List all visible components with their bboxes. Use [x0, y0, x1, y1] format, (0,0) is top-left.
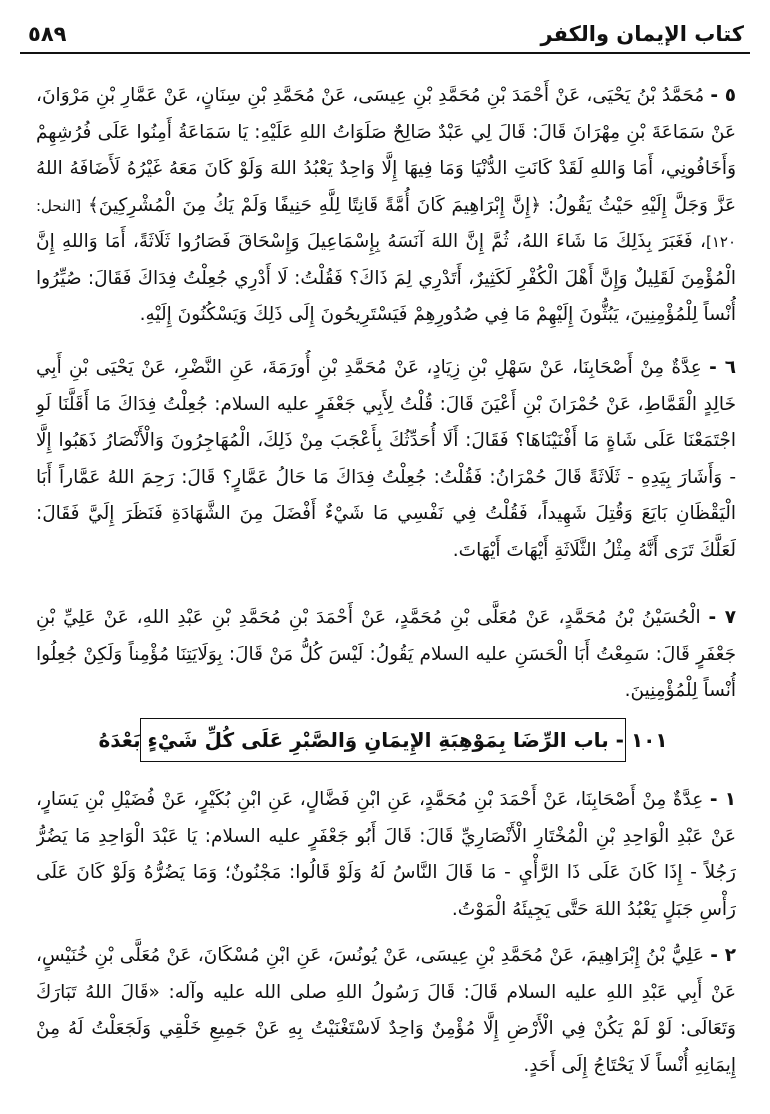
- hadith-5: [36, 78, 736, 342]
- hadith-number: ٥ -: [710, 85, 736, 106]
- hadith-text-continued: ، فَغَبَرَ بِذَلِكَ مَا شَاءَ اللهُ، ثُمَّ إِنَّ اللهَ آنَسَهُ بِإِسْمَاعِيلَ وَإِسْحَاقَ فَصَارُوا ثَلَاثَةً، أَمَا وَاللهِ إِنَّ الْمُؤْمِنَ لَقَلِيلٌ وَإِنَّ أَهْلَ الْكُفْرِ لَكَثِيرٌ، أَتَدْرِي لِمَ ذَاكَ؟ فَقُلْتُ: لَا أَدْرِي جُعِلْتُ فِدَاكَ فَقَالَ: صُيِّرُوا أُنْساً لِلْمُؤْمِنِينَ، يَبُثُّونَ إِلَيْهِمْ مَا فِي صُدُورِهِمْ فَيَسْتَرِيحُونَ إِلَى ذَلِكَ وَيَسْكُنُونَ إِلَيْهِ.: [36, 231, 736, 325]
- hadith-number: ١ -: [709, 789, 736, 810]
- hadith-text: عَلِيُّ بْنُ إِبْرَاهِيمَ، عَنْ مُحَمَّدِ بْنِ عِيسَى، عَنْ يُونُسَ، عَنِ ابْنِ مُسْكَانَ، عَنْ مُعَلَّى بْنِ خُنَيْسٍ، عَنْ أَبِي عَبْدِ اللهِ عليه السلام قَالَ: قَالَ رَسُولُ اللهِ صلى الله عليه وآله: «قَالَ اللهُ تَبَارَكَ وَتَعَالَى: لَوْ لَمْ يَكُنْ فِي الْأَرْضِ إِلَّا مُؤْمِنٌ وَاحِدٌ لَاسْتَغْنَيْتُ بِهِ عَنْ جَمِيعِ خَلْقِي وَلَجَعَلْتُ لَهُ مِنْ إِيمَانِهِ أُنْساً لَا يَحْتَاجُ إِلَى أَحَدٍ.: [36, 945, 736, 1076]
- hadith-text: عِدَّةٌ مِنْ أَصْحَابِنَا، عَنْ أَحْمَدَ بْنِ مُحَمَّدٍ، عَنِ ابْنِ فَضَّالٍ، عَنِ ابْنِ بُكَيْرٍ، عَنْ فُضَيْلِ بْنِ يَسَارٍ، عَنْ عَبْدِ الْوَاحِدِ بْنِ الْمُخْتَارِ الْأَنْصَارِيِّ قَالَ: قَالَ أَبُو جَعْفَرٍ عليه السلام: يَا عَبْدَ الْوَاحِدِ مَا يَضُرُّ رَجُلاً - إِذَا كَانَ عَلَى ذَا الرَّأْيِ - مَا قَالَ النَّاسُ لَهُ وَلَوْ قَالُوا: مَجْنُونٌ؛ وَمَا يَضُرُّهُ وَلَوْ كَانَ عَلَى رَأْسِ جَبَلٍ يَعْبُدُ اللهَ حَتَّى يَجِيئَهُ الْمَوْتُ.: [36, 789, 736, 920]
- hadith-text: عِدَّةٌ مِنْ أَصْحَابِنَا، عَنْ سَهْلِ بْنِ زِيَادٍ، عَنْ مُحَمَّدِ بْنِ أُورَمَةَ، عَنِ النَّضْرِ، عَنْ يَحْيَى بْنِ أَبِي خَالِدٍ الْقَمَّاطِ، عَنْ حُمْرَانَ بْنِ أَعْيَنَ قَالَ: قُلْتُ لِأَبِي جَعْفَرٍ عليه السلام: جُعِلْتُ فِدَاكَ مَا أَقَلَّنَا لَوِ اجْتَمَعْنَا عَلَى شَاةٍ مَا أَفْنَيْنَاهَا؟ فَقَالَ: أَلَا أُحَدِّثُكَ بِأَعْجَبَ مِنْ ذَلِكَ، الْمُهَاجِرُونَ وَالْأَنْصَارُ ذَهَبُوا إِلَّا - وَأَشَارَ بِيَدِهِ - ثَلَاثَةً قَالَ حُمْرَانُ: فَقُلْتُ: جُعِلْتُ فِدَاكَ مَا حَالُ عَمَّارٍ؟ قَالَ: رَحِمَ اللهُ عَمَّاراً أَبَا الْيَقْظَانِ بَايَعَ وَقُتِلَ شَهِيداً، فَقُلْتُ فِي نَفْسِي مَا شَيْءٌ أَفْضَلَ مِنَ الشَّهَادَةِ فَنَظَرَ إِلَيَّ فَقَالَ: لَعَلَّكَ تَرَى أَنَّهُ مِثْلُ الثَّلَاثَةِ أَيْهَاتَ أَيْهَاتَ.: [36, 357, 736, 561]
- chapter-heading-box: [98, 718, 668, 762]
- chapter-hadith-1: [36, 782, 736, 932]
- hadith-text: الْحُسَيْنُ بْنُ مُحَمَّدٍ، عَنْ مُعَلَّى بْنِ مُحَمَّدٍ، عَنْ أَحْمَدَ بْنِ مُحَمَّدِ بْنِ عَبْدِ اللهِ، عَنْ عَلِيِّ بْنِ جَعْفَرٍ قَالَ: سَمِعْتُ أَبَا الْحَسَنِ عليه السلام يَقُولُ: لَيْسَ كُلُّ مَنْ قَالَ: بِوَلَايَتِنَا مُؤْمِناً وَلَكِنْ جُعِلُوا أُنْساً لِلْمُؤْمِنِينَ.: [36, 607, 736, 701]
- page-header: [20, 16, 750, 50]
- hadith-7: [36, 600, 736, 708]
- hadith-text: مُحَمَّدُ بْنُ يَحْيَى، عَنْ أَحْمَدَ بْنِ مُحَمَّدِ بْنِ عِيسَى، عَنْ مُحَمَّدِ بْنِ سِنَانٍ، عَنْ عَمَّارِ بْنِ مَرْوَانَ، عَنْ سَمَاعَةَ بْنِ مِهْرَانَ قَالَ: قَالَ لِي عَبْدٌ صَالِحٌ صَلَوَاتُ اللهِ عَلَيْهِ: يَا سَمَاعَةُ أَمِنُوا عَلَى فُرُشِهِمْ وَأَخَافُونِي، أَمَا وَاللهِ لَقَدْ كَانَتِ الدُّنْيَا وَمَا فِيهَا إِلَّا وَاحِدٌ يَعْبُدُ اللهَ وَلَوْ كَانَ مَعَهُ غَيْرُهُ لَأَضَافَهُ اللهُ عَزَّ وَجَلَّ إِلَيْهِ حَيْثُ يَقُولُ: ﴿إِنَّ إِبْرَاهِيمَ كَانَ أُمَّةً قَانِتًا لِلَّهِ حَنِيفًا وَلَمْ يَكُ مِنَ الْمُشْرِكِينَ﴾: [36, 85, 736, 216]
- chapter-hadith-2: [36, 938, 736, 1088]
- hadith-number: ٢ -: [710, 945, 736, 966]
- header-divider: [20, 52, 750, 54]
- hadith-number: ٦ -: [709, 357, 736, 378]
- hadith-number: ٧ -: [708, 607, 736, 628]
- page-number: ٥٨٩: [28, 22, 67, 46]
- chapter-title: ١٠١ - باب الرِّضَا بِمَوْهِبَةِ الإِيمَانِ وَالصَّبْرِ عَلَى كُلِّ شَيْءٍ بَعْدَهُ: [98, 728, 668, 752]
- book-title: كتاب الإيمان والكفر: [540, 22, 744, 46]
- hadith-6: [36, 350, 736, 594]
- verse-reference: [النحل: ١٢٠]: [36, 196, 736, 251]
